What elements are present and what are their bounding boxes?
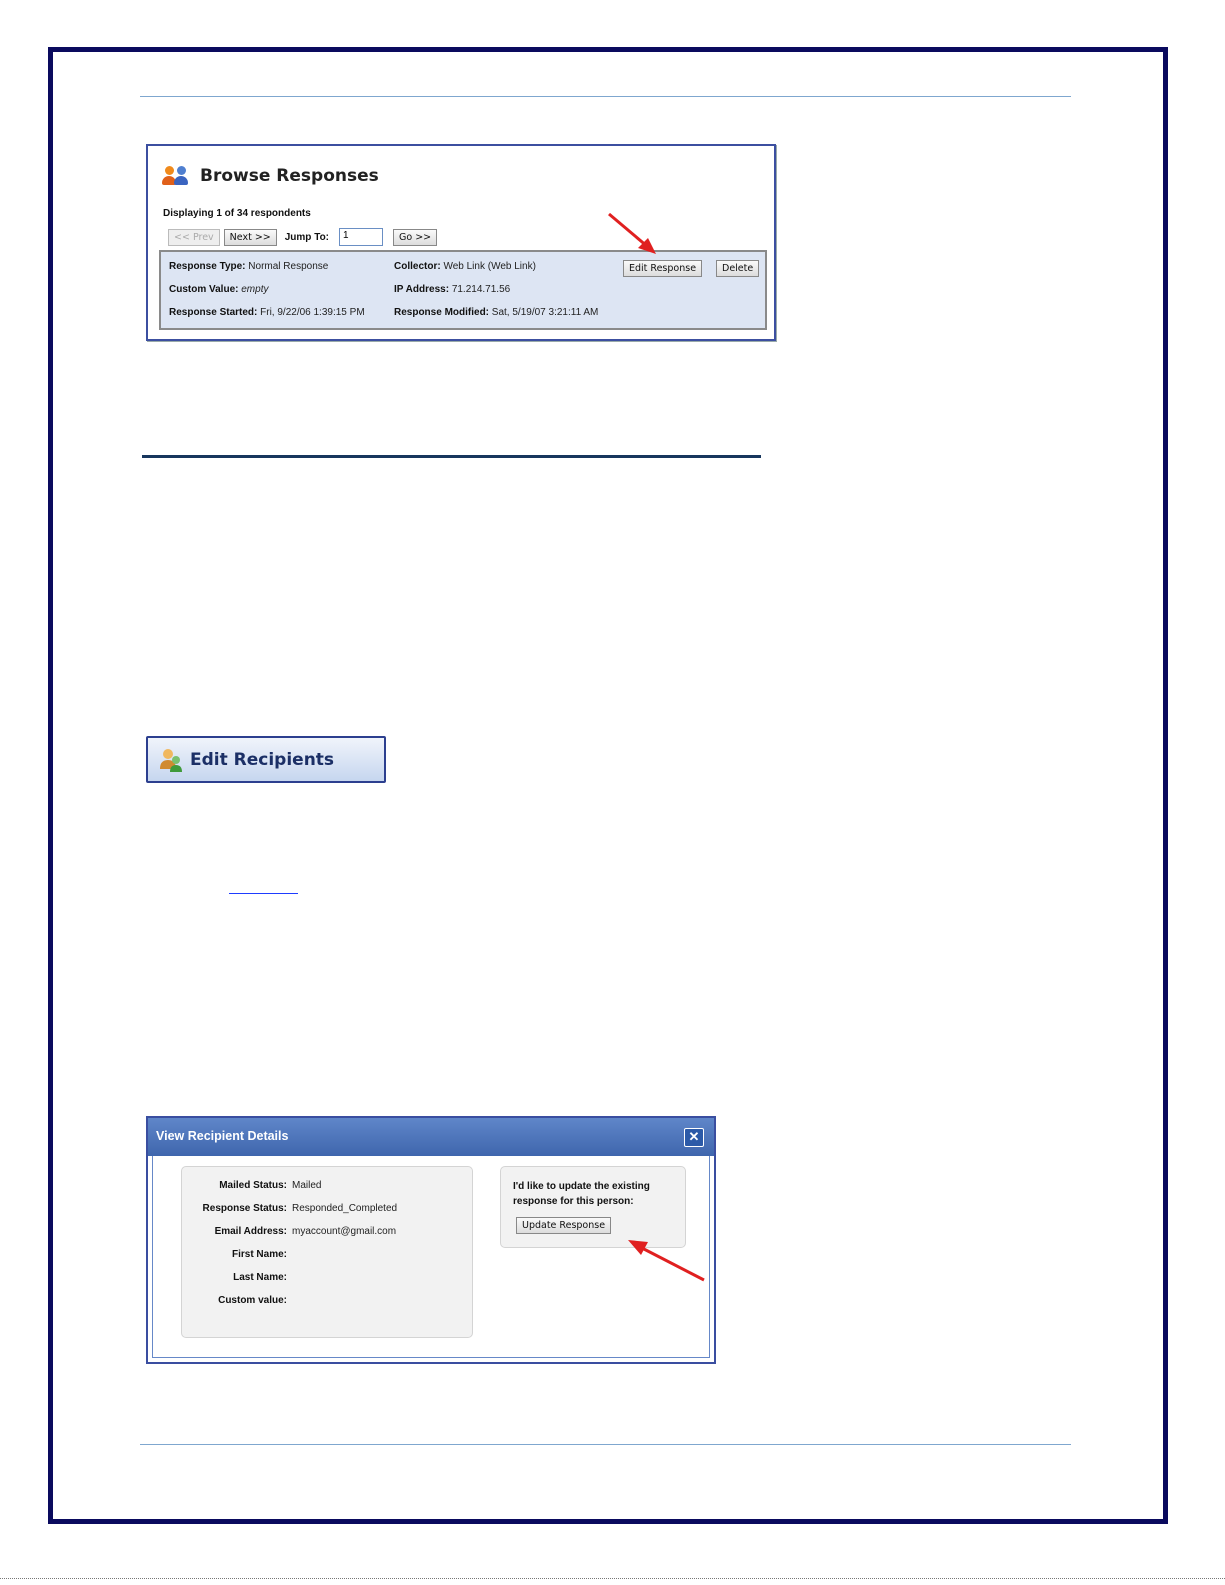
- email-address-label: Email Address:: [214, 1226, 287, 1237]
- response-info-box: [159, 250, 767, 330]
- pagination: [168, 228, 437, 246]
- header-rule: [140, 96, 1071, 97]
- dialog-titlebar: [148, 1118, 714, 1156]
- red-arrow-icon: [600, 208, 662, 258]
- footer-rule: [140, 1444, 1071, 1445]
- displaying-count: Displaying 1 of 34 respondents: [163, 208, 311, 219]
- edit-response-button[interactable]: Edit Response: [623, 260, 702, 277]
- edit-recipients-button[interactable]: [146, 736, 386, 783]
- response-type: Response Type: Normal Response: [169, 261, 329, 272]
- jump-to-label: Jump To:: [284, 231, 330, 243]
- update-prompt: I'd like to update the existing response for this person:: [513, 1181, 650, 1207]
- browse-responses-header: [162, 164, 379, 188]
- ip-address: IP Address: 71.214.71.56: [394, 284, 511, 295]
- custom-value-label: Custom value:: [218, 1295, 287, 1306]
- response-status-label: Response Status:: [202, 1203, 287, 1214]
- collector: Collector: Web Link (Web Link): [394, 261, 536, 272]
- mailed-status-value: Mailed: [292, 1180, 322, 1191]
- mailed-status-label: Mailed Status:: [219, 1180, 287, 1191]
- link-underline[interactable]: [229, 893, 298, 894]
- recipient-icon: [158, 747, 184, 773]
- prev-button[interactable]: << Prev: [168, 229, 220, 246]
- response-status-value: Responded_Completed: [292, 1203, 398, 1214]
- next-button[interactable]: Next >>: [224, 229, 277, 246]
- browse-responses-title: Browse Responses: [200, 166, 379, 186]
- go-button[interactable]: Go >>: [393, 229, 437, 246]
- email-address-value: myaccount@gmail.com: [292, 1226, 397, 1237]
- dialog-title: View Recipient Details: [156, 1129, 289, 1143]
- delete-button[interactable]: Delete: [716, 260, 759, 277]
- close-icon[interactable]: ✕: [684, 1128, 704, 1147]
- people-icon: [162, 165, 190, 187]
- last-name-label: Last Name:: [233, 1272, 287, 1283]
- first-name-label: First Name:: [231, 1249, 287, 1260]
- page-break-rule: [0, 1578, 1225, 1579]
- response-started: Response Started: Fri, 9/22/06 1:39:15 PM: [169, 307, 365, 318]
- response-modified: Response Modified: Sat, 5/19/07 3:21:11 AM: [394, 307, 599, 318]
- section-rule: [142, 455, 761, 458]
- red-arrow-icon: [622, 1234, 710, 1286]
- recipient-fields-panel: [181, 1166, 473, 1338]
- custom-value: Custom Value: empty: [169, 284, 269, 295]
- jump-to-input[interactable]: 1: [339, 228, 383, 246]
- edit-recipients-label: Edit Recipients: [190, 749, 335, 770]
- browse-responses-panel: [146, 144, 776, 341]
- update-response-button[interactable]: Update Response: [516, 1217, 611, 1234]
